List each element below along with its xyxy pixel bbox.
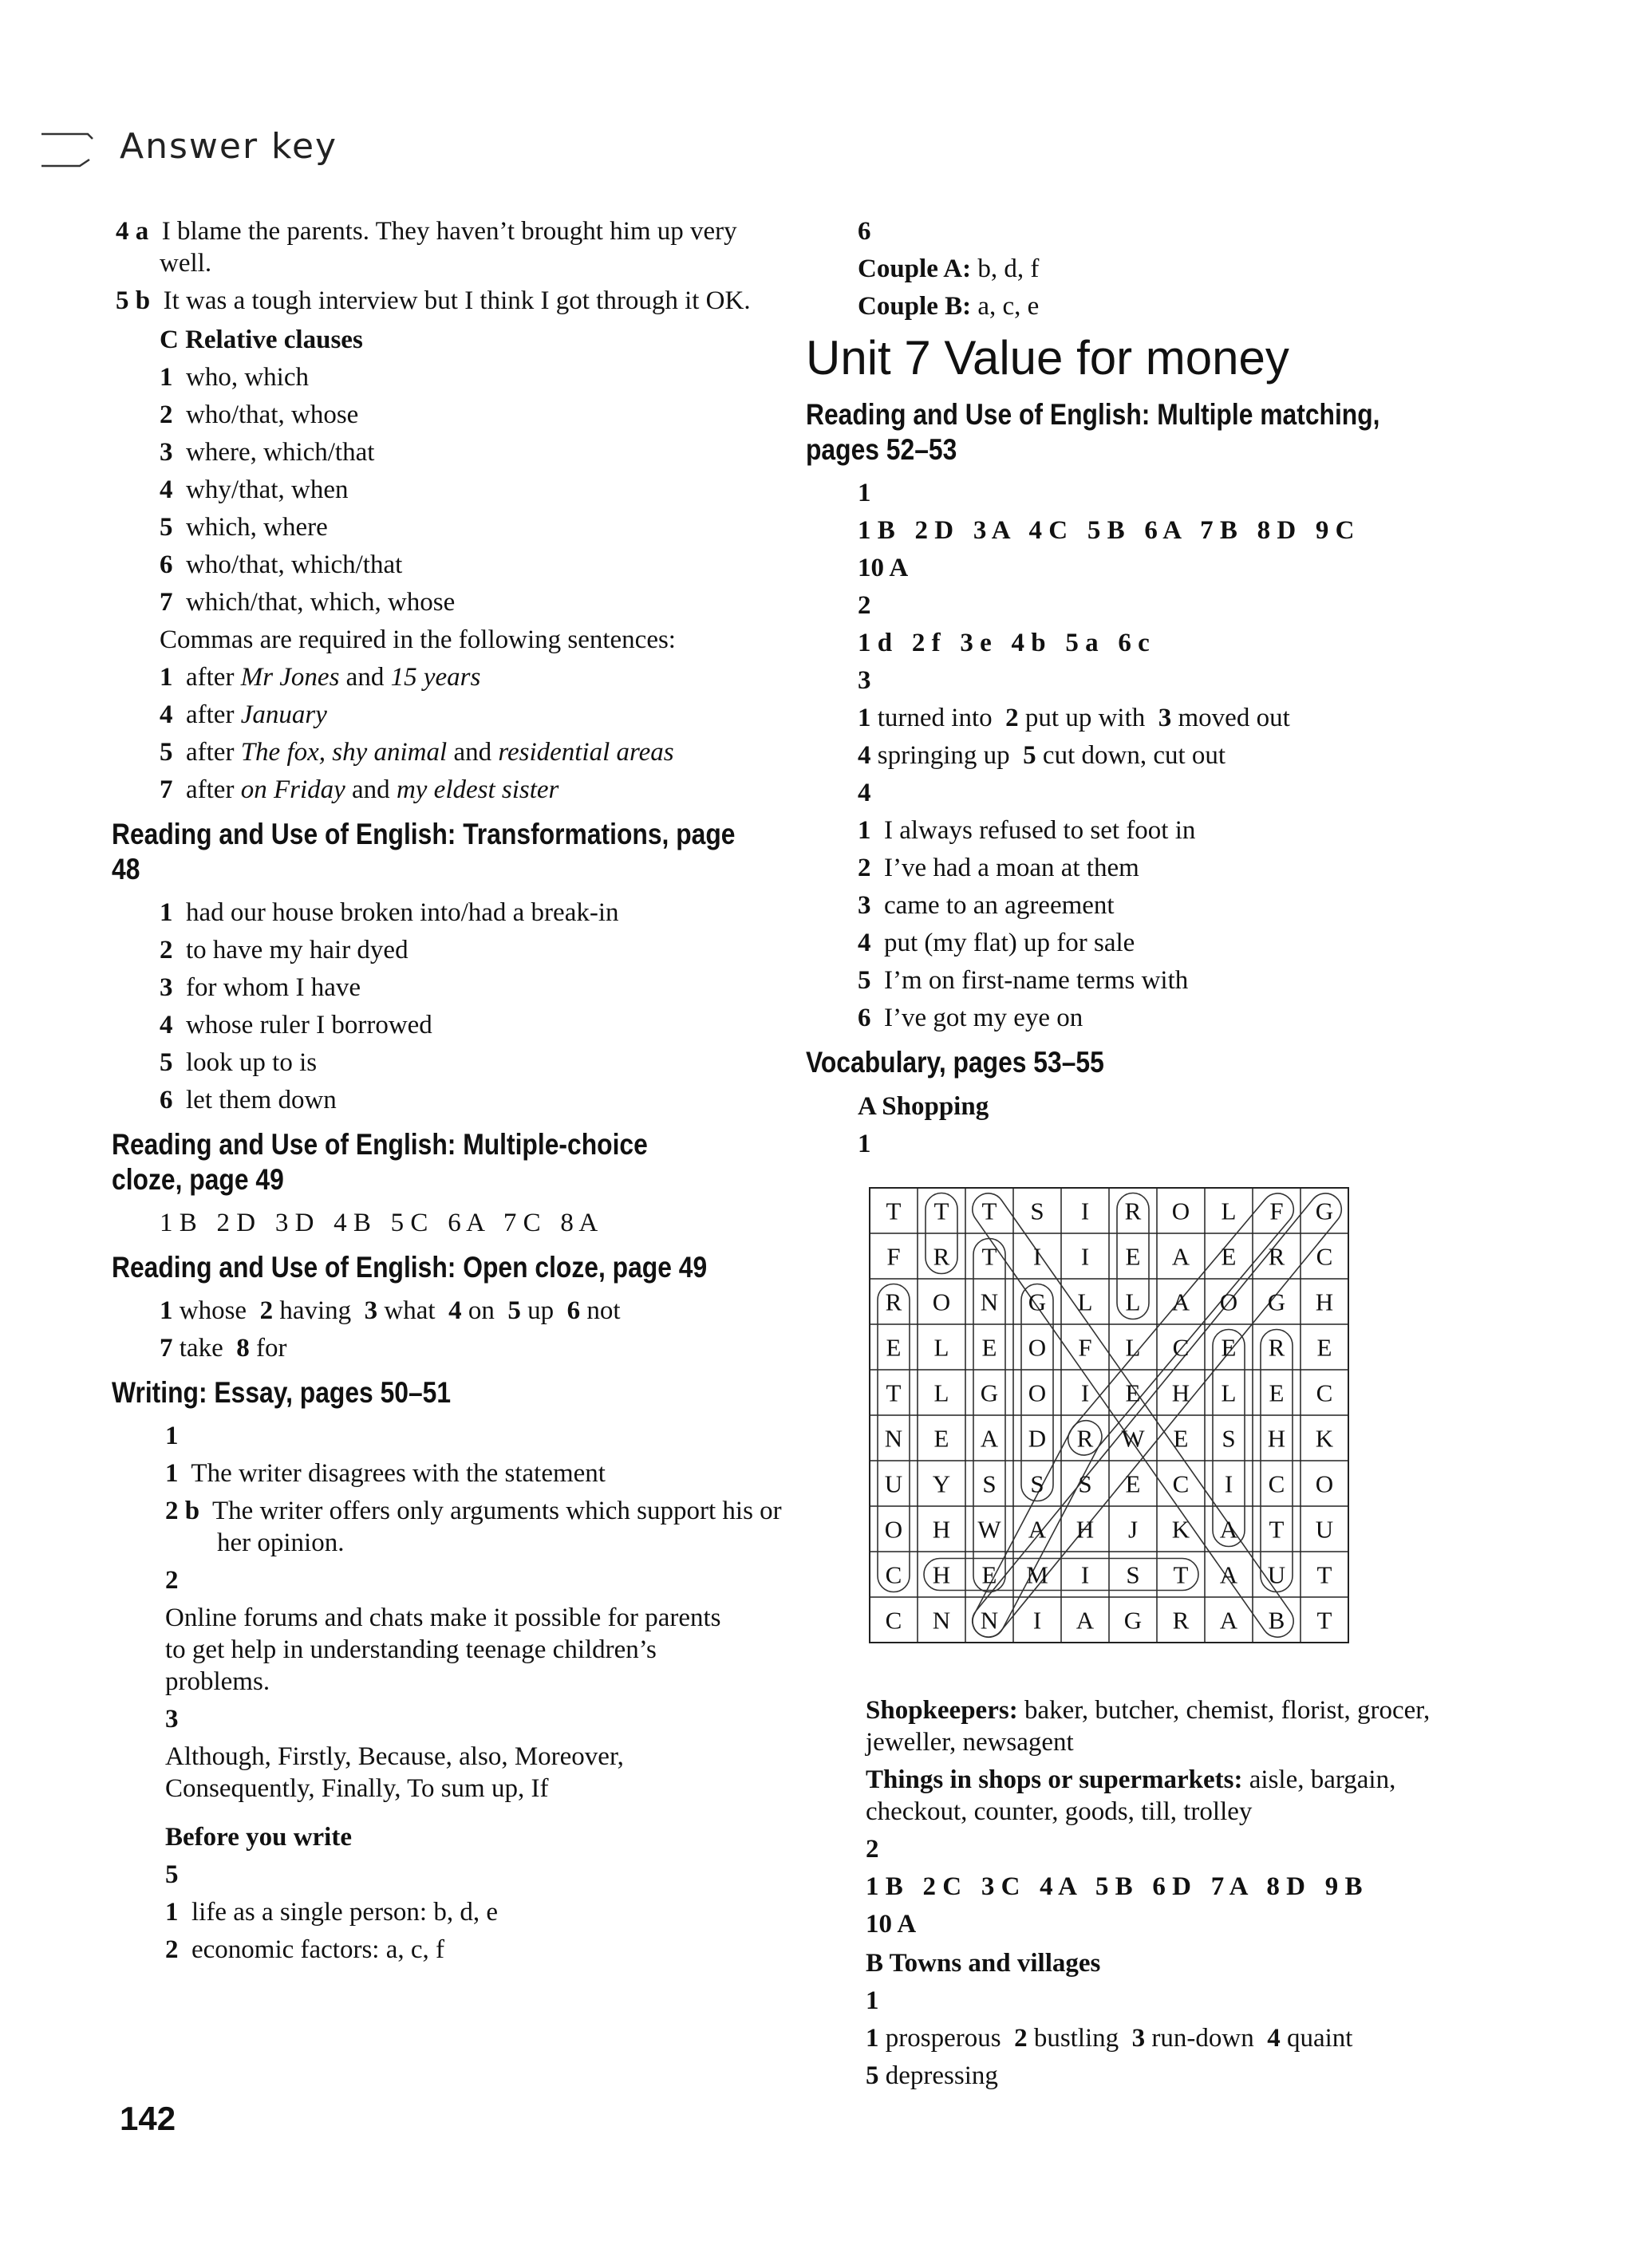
grid-letter: T <box>933 1197 949 1225</box>
list-item: 3 came to an agreement <box>858 891 1115 920</box>
list-item: 5 after The fox, shy animal and residential areas <box>160 738 674 767</box>
multiple-matching-heading: Reading and Use of English: Multiple matching, pages 52–53 <box>806 398 1380 466</box>
unit-title: Unit 7 Value for money <box>806 331 1289 385</box>
grid-letter: H <box>1315 1288 1334 1316</box>
grid-letter: L <box>933 1333 949 1362</box>
grid-letter: G <box>1028 1288 1047 1316</box>
commas-note: Commas are required in the following sentences: <box>160 625 676 654</box>
before-you-write-heading: Before you write <box>165 1823 352 1852</box>
answers-line: 1 B 2 D 3 A 4 C 5 B 6 A 7 B 8 D 9 C <box>858 516 1355 545</box>
grid-letter: K <box>1171 1515 1190 1544</box>
grid-letter: H <box>932 1515 951 1544</box>
grid-letter: R <box>1268 1242 1285 1271</box>
grid-letter: E <box>981 1560 997 1589</box>
right-column <box>806 215 1544 2097</box>
question-number: 2 <box>858 591 871 620</box>
list-item: 2 b The writer offers only arguments which support his or her opinion. <box>165 1497 782 1557</box>
grid-letter: E <box>1221 1333 1237 1362</box>
transformations-list <box>160 897 786 1116</box>
grid-letter: H <box>1267 1424 1286 1453</box>
wordsearch-svg <box>866 1184 1360 1647</box>
grid-letter: C <box>1172 1333 1190 1362</box>
grid-letter: T <box>981 1242 997 1271</box>
couple-a: Couple A: b, d, f <box>858 254 1040 283</box>
grid-letter: A <box>980 1424 999 1453</box>
grid-letter: A <box>1028 1515 1047 1544</box>
grid-letter: E <box>1125 1379 1141 1407</box>
grid-letter: G <box>980 1379 999 1407</box>
grid-letter: L <box>1125 1288 1141 1316</box>
grid-letter: C <box>885 1560 902 1589</box>
grid-letter: E <box>1221 1242 1237 1271</box>
question-number: 1 <box>165 1422 179 1450</box>
grid-letter: T <box>886 1379 902 1407</box>
grid-letter: L <box>933 1379 949 1407</box>
grid-letter: N <box>980 1606 999 1635</box>
answers-line: 10 A <box>866 1910 917 1939</box>
grid-letter: T <box>1316 1560 1332 1589</box>
list-item: 4 whose ruler I borrowed <box>160 1011 432 1039</box>
list-item: 2 who/that, whose <box>160 400 359 429</box>
grid-letter: C <box>1172 1469 1190 1498</box>
open-cloze-line-1: 1 whose 2 having 3 what 4 on 5 up 6 not <box>160 1296 621 1325</box>
grid-letter: C <box>1316 1379 1333 1407</box>
question-number: 4 <box>858 779 871 807</box>
grid-letter: K <box>1315 1424 1334 1453</box>
grid-letter: N <box>932 1606 951 1635</box>
grid-letter: A <box>1171 1288 1190 1316</box>
grid-letter: M <box>1026 1560 1048 1589</box>
list-item: 6 I’ve got my eye on <box>858 1004 1083 1032</box>
list-item: 1 life as a single person: b, d, e <box>165 1898 498 1927</box>
multiple-matching-answers <box>858 477 1544 1034</box>
grid-letter: W <box>977 1515 1001 1544</box>
grid-letter: R <box>885 1288 902 1316</box>
question-number: 1 <box>866 1986 879 2015</box>
transformations-heading: Reading and Use of English: Transformations, page 48 <box>112 818 736 886</box>
grid-letter: L <box>1221 1197 1237 1225</box>
list-item: 2 to have my hair dyed <box>160 936 408 964</box>
grid-letter: S <box>1078 1469 1092 1498</box>
grid-letter: T <box>981 1197 997 1225</box>
list-item: 2 I’ve had a moan at them <box>858 854 1139 882</box>
list-item: 1 after Mr Jones and 15 years <box>160 663 481 692</box>
grid-letter: W <box>1121 1424 1145 1453</box>
question-number: 5 <box>165 1860 179 1889</box>
grid-letter: E <box>1173 1424 1189 1453</box>
grid-letter: A <box>1219 1560 1238 1589</box>
grid-letter: H <box>1076 1515 1095 1544</box>
grid-letter: O <box>1028 1333 1047 1362</box>
grid-letter: O <box>884 1515 903 1544</box>
list-item: 1 I always refused to set foot in <box>858 816 1196 845</box>
grid-letter: H <box>1171 1379 1190 1407</box>
list-item: 7 after on Friday and my eldest sister <box>160 775 559 804</box>
grid-letter: T <box>1269 1515 1285 1544</box>
grid-letter: O <box>1219 1288 1238 1316</box>
answers-line: 1 B 2 C 3 C 4 A 5 B 6 D 7 A 8 D 9 B <box>866 1872 1363 1901</box>
open-cloze-heading: Reading and Use of English: Open cloze, page 49 <box>112 1251 708 1284</box>
grid-letter: E <box>933 1424 949 1453</box>
grid-letter: H <box>932 1560 951 1589</box>
question-number: 3 <box>858 666 871 695</box>
grid-letter: I <box>1080 1197 1090 1225</box>
list-item: 4 why/that, when <box>160 475 349 504</box>
list-item: 7 which/that, which, whose <box>160 588 456 617</box>
grid-letter: S <box>982 1469 997 1498</box>
left-column <box>112 215 786 1971</box>
grid-letter: N <box>884 1424 903 1453</box>
grid-letter: E <box>1125 1469 1141 1498</box>
list-item: 3 where, which/that <box>160 438 375 467</box>
list-item: 6 let them down <box>160 1086 337 1114</box>
grid-letter: U <box>1267 1560 1286 1589</box>
list-item: 5 I’m on first-name terms with <box>858 966 1189 995</box>
grid-letter: U <box>1315 1515 1334 1544</box>
list-item: 6 who/that, which/that <box>160 550 403 579</box>
grid-letter: E <box>1269 1379 1285 1407</box>
list-item: 5 b It was a tough interview but I think I got through it OK. <box>116 286 751 315</box>
grid-letter: R <box>1124 1197 1142 1225</box>
list-item: 4 after January <box>160 700 327 729</box>
grid-letter: S <box>1030 1469 1044 1498</box>
grid-letter: E <box>1125 1242 1141 1271</box>
grid-letter: S <box>1126 1560 1140 1589</box>
grid-letter: I <box>1224 1469 1233 1498</box>
grid-letter: F <box>886 1242 901 1271</box>
grid-letter: L <box>1077 1288 1093 1316</box>
list-item: 5 look up to is <box>160 1048 318 1077</box>
question-number: 1 <box>858 1130 871 1158</box>
grid-letter: A <box>1219 1515 1238 1544</box>
grid-letter: N <box>980 1288 999 1316</box>
grid-letter: G <box>1267 1288 1286 1316</box>
grid-letter: A <box>1171 1242 1190 1271</box>
grid-letter: S <box>1030 1197 1044 1225</box>
grid-letter: G <box>1315 1197 1334 1225</box>
wordsearch-grid <box>866 1184 1360 1647</box>
grid-letter: S <box>1222 1424 1236 1453</box>
grid-letter: O <box>932 1288 951 1316</box>
things-answer: Things in shops or supermarkets: aisle, bargain, checkout, counter, goods, till, trolley <box>866 1765 1396 1826</box>
question-number: 6 <box>858 217 871 246</box>
list-item: 4 put (my flat) up for sale <box>858 929 1135 957</box>
grid-letter: O <box>1315 1469 1334 1498</box>
list-item: 4 a I blame the parents. They haven’t brought him up very well. <box>116 217 737 278</box>
couple-b: Couple B: a, c, e <box>858 292 1040 321</box>
list-item: 1 The writer disagrees with the statement <box>165 1459 606 1488</box>
vocabulary-lists <box>866 1694 1544 2092</box>
grid-letter: E <box>981 1333 997 1362</box>
grid-letter: T <box>1316 1606 1332 1635</box>
grid-letter: C <box>1268 1469 1285 1498</box>
question-number: 2 <box>165 1566 179 1595</box>
grid-letter: F <box>1078 1333 1092 1362</box>
grid-letter: O <box>1028 1379 1047 1407</box>
header-rule-icon <box>40 128 96 176</box>
grid-letter: O <box>1171 1197 1190 1225</box>
relative-clauses-list <box>160 361 786 806</box>
list-item: 1 had our house broken into/had a break-in <box>160 898 619 927</box>
grid-letter: I <box>1080 1379 1090 1407</box>
mc-cloze-heading: Reading and Use of English: Multiple-choice cloze, page 49 <box>112 1128 648 1196</box>
grid-letter: R <box>1268 1333 1285 1362</box>
grid-letter: J <box>1127 1515 1139 1544</box>
list-item: 3 for whom I have <box>160 973 361 1002</box>
grid-letter: E <box>886 1333 902 1362</box>
relative-clauses-heading: C Relative clauses <box>160 325 363 354</box>
shopping-heading: A Shopping <box>858 1092 989 1121</box>
grid-letter: T <box>1173 1560 1189 1589</box>
answers-line: 5 depressing <box>866 2061 998 2090</box>
grid-letter: L <box>1125 1333 1141 1362</box>
grid-letter: R <box>1076 1424 1094 1453</box>
grid-letter: D <box>1028 1424 1047 1453</box>
grid-letter: G <box>1123 1606 1143 1635</box>
grid-letter: A <box>1219 1606 1238 1635</box>
answers-line: 4 springing up 5 cut down, cut out <box>858 741 1226 770</box>
answers-line: 1 d 2 f 3 e 4 b 5 a 6 c <box>858 629 1150 657</box>
vocabulary-answers <box>858 1090 1544 1160</box>
grid-letter: Y <box>932 1469 951 1498</box>
vocabulary-heading: Vocabulary, pages 53–55 <box>806 1046 1104 1079</box>
grid-letter: F <box>1269 1197 1284 1225</box>
list-item: 1 who, which <box>160 363 309 392</box>
answers-line: 1 turned into 2 put up with 3 moved out <box>858 704 1290 732</box>
shopkeepers-answer: Shopkeepers: baker, butcher, chemist, florist, grocer, jeweller, newsagent <box>866 1696 1431 1757</box>
grid-letter: T <box>886 1197 902 1225</box>
page-number: 142 <box>120 2100 176 2137</box>
grid-letter: C <box>1316 1242 1333 1271</box>
list-item: 2 economic factors: a, c, f <box>165 1935 445 1964</box>
grid-letter: I <box>1080 1242 1090 1271</box>
grid-letter: C <box>885 1606 902 1635</box>
grid-letter: I <box>1080 1560 1090 1589</box>
question-number: 3 <box>165 1705 179 1734</box>
grid-letter: R <box>933 1242 950 1271</box>
essay-q2-text: Online forums and chats make it possible for parents to get help in understanding teenage children’s problems. <box>165 1603 721 1696</box>
answers-line: 1 prosperous 2 bustling 3 run-down 4 quaint <box>866 2024 1353 2053</box>
grid-letter: U <box>884 1469 903 1498</box>
grid-letter: R <box>1172 1606 1190 1635</box>
grid-letter: I <box>1032 1606 1042 1635</box>
grid-letter: E <box>1316 1333 1332 1362</box>
grid-letter: B <box>1268 1606 1285 1635</box>
essay-q3-text: Although, Firstly, Because, also, Moreover, Consequently, Finally, To sum up, If <box>165 1742 624 1803</box>
list-item: 5 which, where <box>160 513 328 542</box>
open-cloze-line-2: 7 take 8 for <box>160 1334 287 1363</box>
mc-cloze-answers: 1 B 2 D 3 D 4 B 5 C 6 A 7 C 8 A <box>160 1209 598 1237</box>
grid-letter: I <box>1032 1242 1042 1271</box>
answers-line: 10 A <box>858 554 909 582</box>
towns-heading: B Towns and villages <box>866 1949 1101 1978</box>
page-header-title: Answer key <box>120 126 338 167</box>
question-number: 1 <box>858 479 871 507</box>
grid-letter: L <box>1221 1379 1237 1407</box>
essay-answers <box>165 1420 786 1966</box>
question-number: 2 <box>866 1835 879 1864</box>
grid-letter: A <box>1076 1606 1095 1635</box>
essay-heading: Writing: Essay, pages 50–51 <box>112 1376 452 1409</box>
